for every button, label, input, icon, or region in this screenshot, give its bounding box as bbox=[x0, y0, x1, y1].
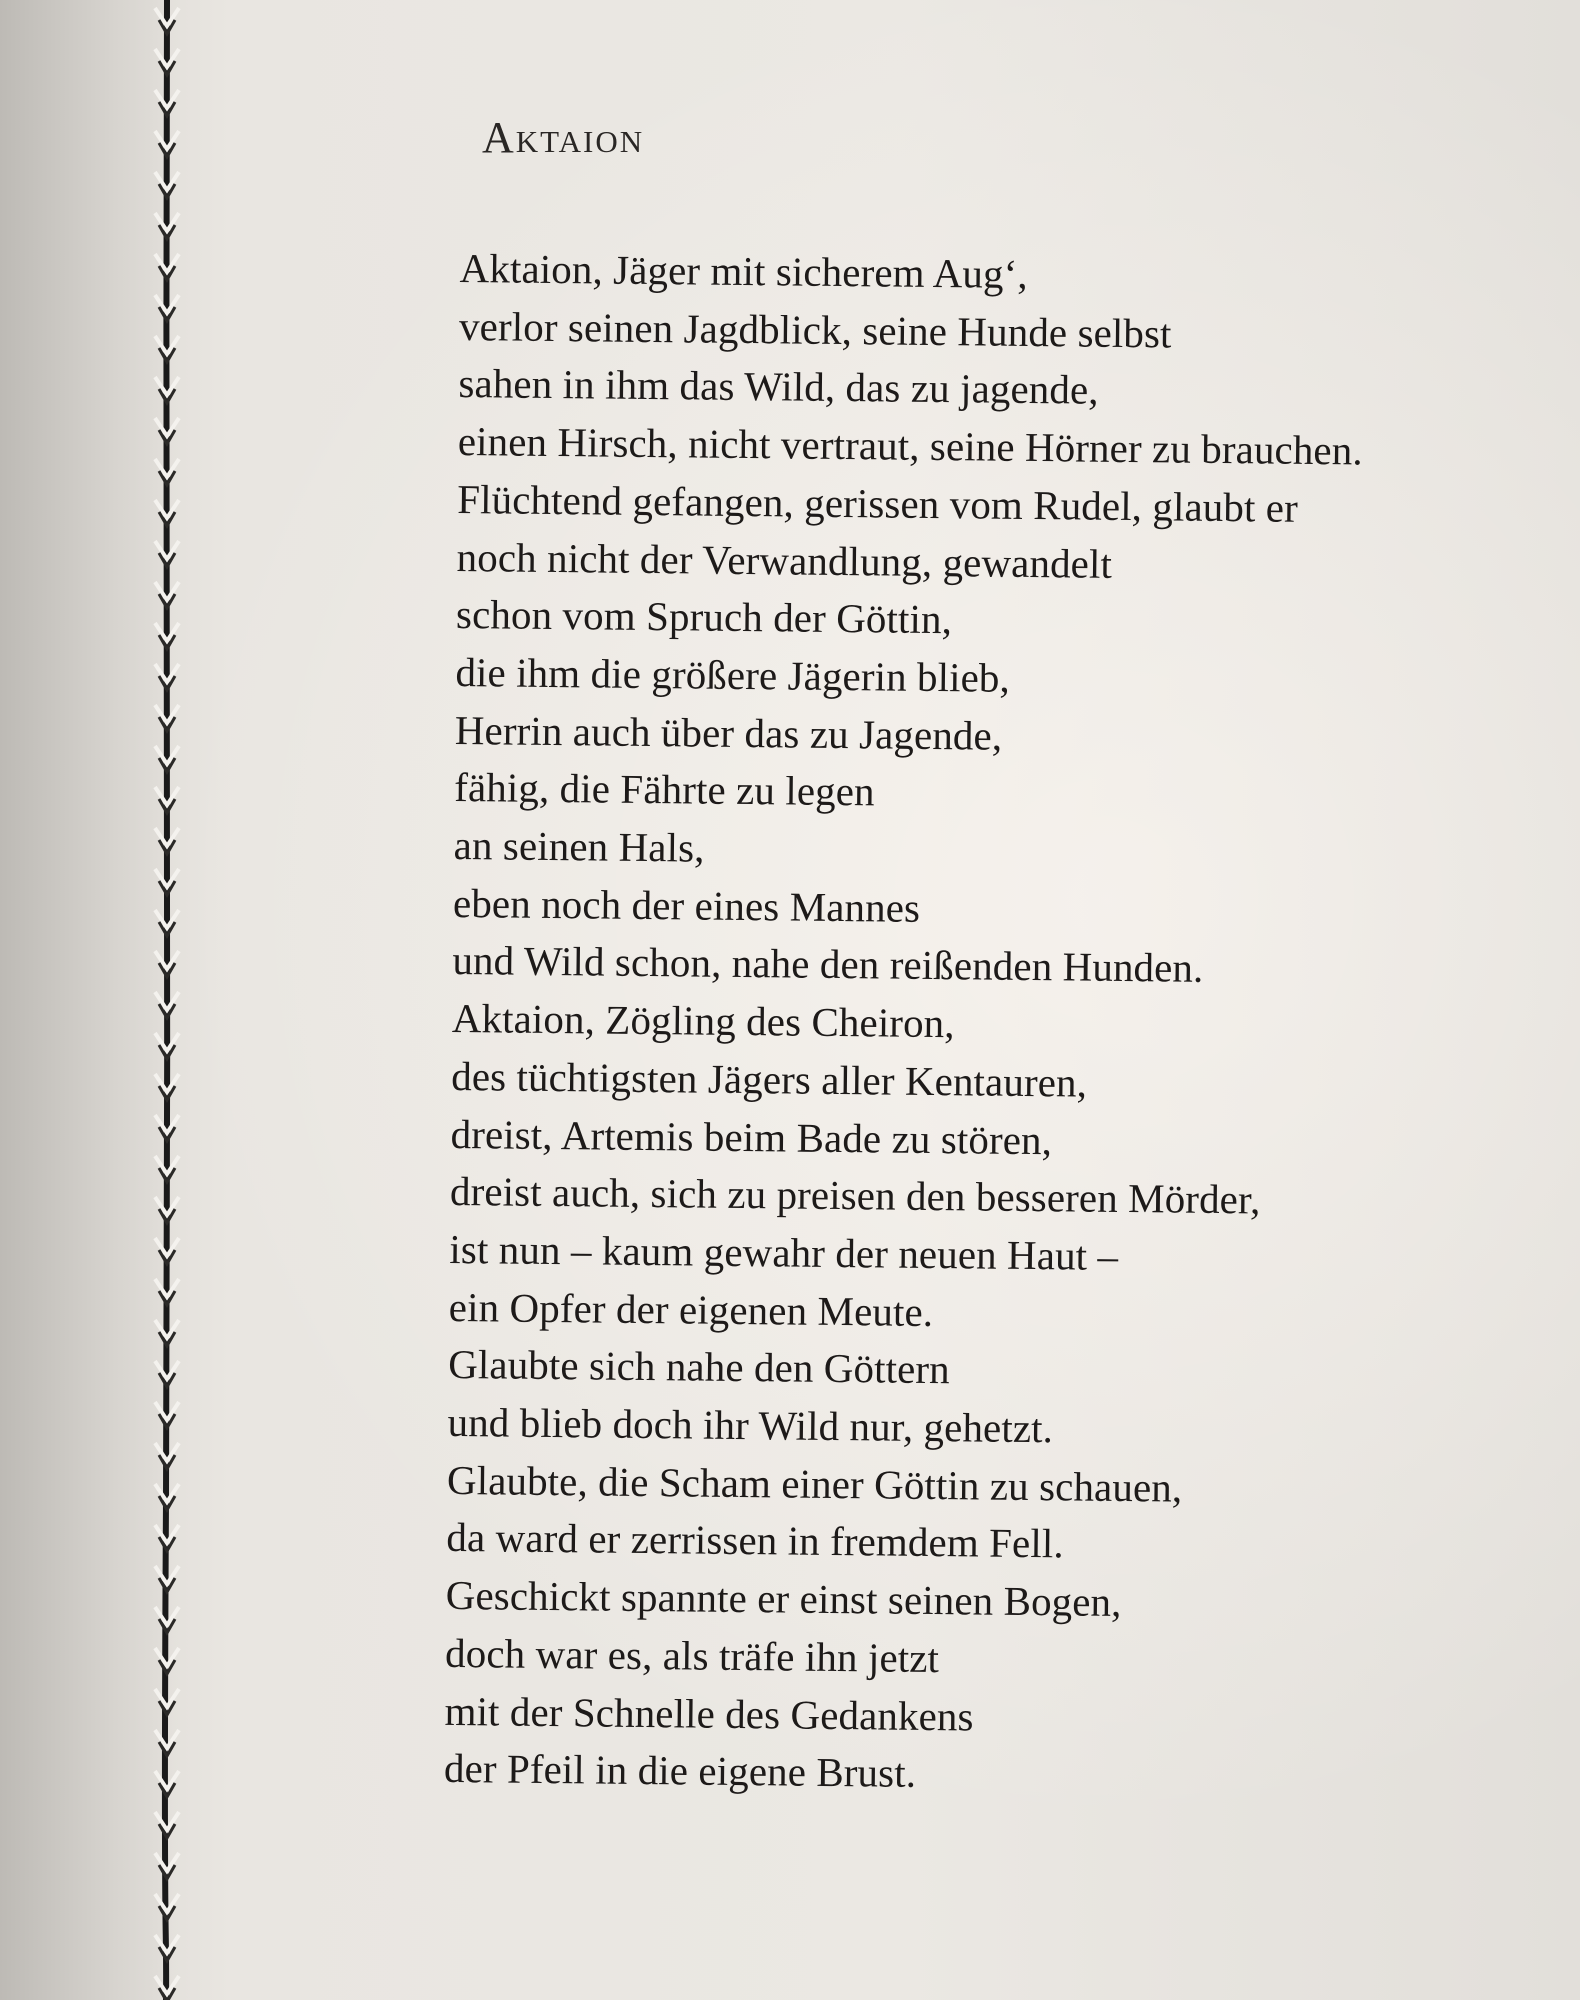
poem-line: Glaubte sich nahe den Göttern bbox=[447, 1341, 951, 1393]
poem-line: Geschickt spannte er einst seinen Bogen, bbox=[445, 1572, 1122, 1626]
poem-line: eben noch der eines Mannes bbox=[452, 879, 921, 931]
poem-line: an seinen Hals, bbox=[453, 821, 705, 871]
poem-line: Aktaion, Zögling des Cheiron, bbox=[451, 995, 955, 1047]
poem-line: dreist, Artemis beim Bade zu stören, bbox=[450, 1110, 1053, 1163]
poem-line: einen Hirsch, nicht vertraut, seine Hörner zu brauchen. bbox=[457, 418, 1363, 474]
poem-line: noch nicht der Verwandlung, gewandelt bbox=[456, 533, 1113, 587]
binding-thread-line bbox=[165, 0, 167, 2000]
poem-line: ist nun – kaum gewahr der neuen Haut – bbox=[449, 1225, 1119, 1279]
poem-line: Aktaion, Jäger mit sicherem Aug‘, bbox=[459, 244, 1028, 297]
poem-line: Herrin auch über das zu Jagende, bbox=[454, 706, 1003, 759]
poem-line: und Wild schon, nahe den reißenden Hunden. bbox=[452, 937, 1204, 992]
poem-title: Aktaion bbox=[482, 113, 645, 162]
poem-line: des tüchtigsten Jägers aller Kentauren, bbox=[451, 1052, 1088, 1106]
gutter-shadow bbox=[0, 0, 175, 2000]
poem-line: mit der Schnelle des Gedankens bbox=[444, 1687, 974, 1740]
poem-line: sahen in ihm das Wild, das zu jagende, bbox=[458, 360, 1099, 414]
poem-line: dreist auch, sich zu preisen den besseren Mörder, bbox=[449, 1168, 1261, 1223]
poem-line: und blieb doch ihr Wild nur, gehetzt. bbox=[447, 1398, 1054, 1452]
binding-stitches bbox=[150, 0, 184, 2000]
poem-line: fähig, die Fährte zu legen bbox=[454, 764, 875, 815]
poem-line: Flüchtend gefangen, gerissen vom Rudel, glaubt er bbox=[457, 475, 1299, 531]
binding-thread bbox=[150, 0, 184, 2000]
poem-line: der Pfeil in die eigene Brust. bbox=[443, 1745, 917, 1797]
poem-line: schon vom Spruch der Göttin, bbox=[455, 591, 953, 643]
poem-text bbox=[444, 240, 1510, 1809]
poem-line: Glaubte, die Scham einer Göttin zu schauen, bbox=[446, 1456, 1183, 1511]
poem-line: die ihm die größere Jägerin blieb, bbox=[455, 648, 1011, 701]
poem-line: doch war es, als träfe ihn jetzt bbox=[444, 1629, 940, 1681]
poem-line: verlor seinen Jagdblick, seine Hunde selbst bbox=[458, 302, 1172, 357]
poem-line: ein Opfer der eigenen Meute. bbox=[448, 1283, 934, 1335]
poem-line: da ward er zerrissen in fremdem Fell. bbox=[446, 1514, 1064, 1567]
